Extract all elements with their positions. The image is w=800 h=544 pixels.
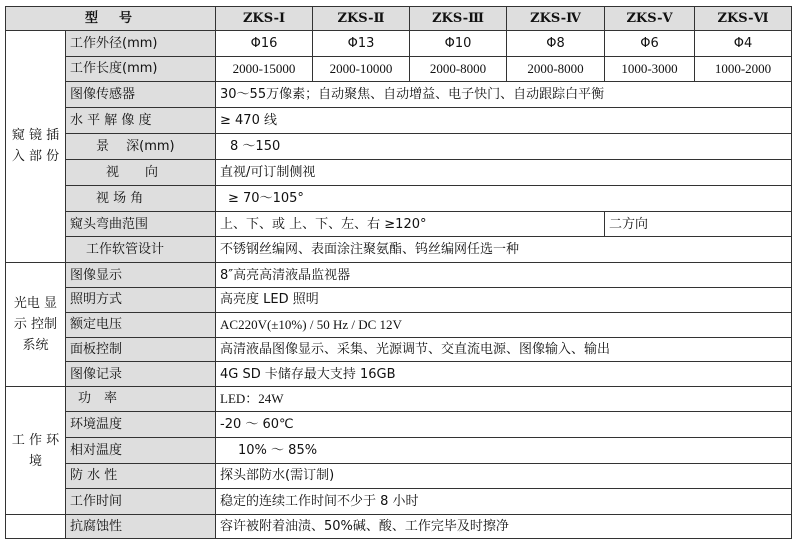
voltage-row <box>6 312 792 337</box>
fov-row <box>6 185 792 211</box>
record-label: 图像记录 <box>66 362 216 387</box>
corrosion-row <box>6 515 792 539</box>
length-value-3: 2000-8000 <box>410 56 507 82</box>
voltage-label: 额定电压 <box>66 312 216 337</box>
resolution-value: ≥ 470 线 <box>216 108 792 134</box>
worktime-row <box>6 489 792 515</box>
screen-label: 图像显示 <box>66 263 216 288</box>
model-3: ZKS-Ⅲ <box>410 7 507 31</box>
screen-value: 8″高亮高清液晶监视器 <box>216 263 792 288</box>
model-4: ZKS-Ⅳ <box>507 7 605 31</box>
header-row <box>6 7 792 31</box>
bend-extra: 二方向 <box>605 211 792 237</box>
group-display: 光电 显示 控制 系统 <box>6 263 66 387</box>
hose-label: 工作软管设计 <box>66 237 216 263</box>
length-value-4: 2000-8000 <box>507 56 605 82</box>
temp-label: 环境温度 <box>66 411 216 437</box>
group-probe: 窥 镜 插 入 部 份 <box>6 30 66 263</box>
diameter-value-2: Φ13 <box>313 30 410 56</box>
bend-value: 上、下、或 上、下、左、右 ≥120° <box>216 211 605 237</box>
corrosion-label: 抗腐蚀性 <box>66 515 216 539</box>
model-2: ZKS-Ⅱ <box>313 7 410 31</box>
fov-label: 视 场 角 <box>66 185 216 211</box>
screen-row <box>6 263 792 288</box>
temp-row <box>6 411 792 437</box>
diameter-value-3: Φ10 <box>410 30 507 56</box>
humidity-row <box>6 437 792 463</box>
diameter-row <box>6 30 792 56</box>
model-label: 型 号 <box>6 7 216 31</box>
waterproof-value: 探头部防水(需订制) <box>216 463 792 489</box>
hose-value: 不锈钢丝编网、表面涂注聚氨酯、钨丝编网任选一种 <box>216 237 792 263</box>
power-label: 功 率 <box>66 387 216 412</box>
panel-label: 面板控制 <box>66 337 216 362</box>
depth-row <box>6 134 792 160</box>
humidity-value: 10% ～ 85% <box>216 437 792 463</box>
hose-row <box>6 237 792 263</box>
corrosion-group-blank <box>6 515 66 539</box>
waterproof-row <box>6 463 792 489</box>
length-value-2: 2000-10000 <box>313 56 410 82</box>
diameter-label: 工作外径(mm) <box>66 30 216 56</box>
lighting-value: 高亮度 LED 照明 <box>216 288 792 313</box>
length-value-5: 1000-3000 <box>605 56 695 82</box>
group-environment: 工 作 环 境 <box>6 387 66 515</box>
view-row <box>6 159 792 185</box>
length-value-1: 2000-15000 <box>216 56 313 82</box>
length-label: 工作长度(mm) <box>66 56 216 82</box>
sensor-value: 30～55万像素；自动聚焦、自动增益、电子快门、自动跟踪白平衡 <box>216 82 792 108</box>
lighting-label: 照明方式 <box>66 288 216 313</box>
spec-table <box>5 6 792 539</box>
corrosion-value: 容许被附着油渍、50%碱、酸、工作完毕及时擦净 <box>216 515 792 539</box>
view-label: 视 向 <box>66 159 216 185</box>
diameter-value-5: Φ6 <box>605 30 695 56</box>
length-row <box>6 56 792 82</box>
waterproof-label: 防 水 性 <box>66 463 216 489</box>
worktime-label: 工作时间 <box>66 489 216 515</box>
diameter-value-4: Φ8 <box>507 30 605 56</box>
fov-value: ≥ 70～105° <box>216 185 792 211</box>
length-value-6: 1000-2000 <box>695 56 792 82</box>
model-1: ZKS-Ⅰ <box>216 7 313 31</box>
power-value: LED：24W <box>216 387 792 412</box>
power-row <box>6 387 792 412</box>
depth-label: 景 深(mm) <box>66 134 216 160</box>
depth-value: 8 ～150 <box>216 134 792 160</box>
diameter-value-6: Φ4 <box>695 30 792 56</box>
panel-value: 高清液晶图像显示、采集、光源调节、交直流电源、图像输入、输出 <box>216 337 792 362</box>
resolution-row <box>6 108 792 134</box>
model-5: ZKS-Ⅴ <box>605 7 695 31</box>
panel-row <box>6 337 792 362</box>
view-value: 直视/可订制侧视 <box>216 159 792 185</box>
record-value: 4G SD 卡储存最大支持 16GB <box>216 362 792 387</box>
voltage-value: AC220V(±10%) / 50 Hz / DC 12V <box>216 312 792 337</box>
lighting-row <box>6 288 792 313</box>
record-row <box>6 362 792 387</box>
humidity-label: 相对温度 <box>66 437 216 463</box>
bend-row <box>6 211 792 237</box>
bend-label: 窥头弯曲范围 <box>66 211 216 237</box>
worktime-value: 稳定的连续工作时间不少于 8 小时 <box>216 489 792 515</box>
sensor-row <box>6 82 792 108</box>
temp-value: -20 ～ 60℃ <box>216 411 792 437</box>
resolution-label: 水 平 解 像 度 <box>66 108 216 134</box>
sensor-label: 图像传感器 <box>66 82 216 108</box>
model-6: ZKS-Ⅵ <box>695 7 792 31</box>
diameter-value-1: Φ16 <box>216 30 313 56</box>
